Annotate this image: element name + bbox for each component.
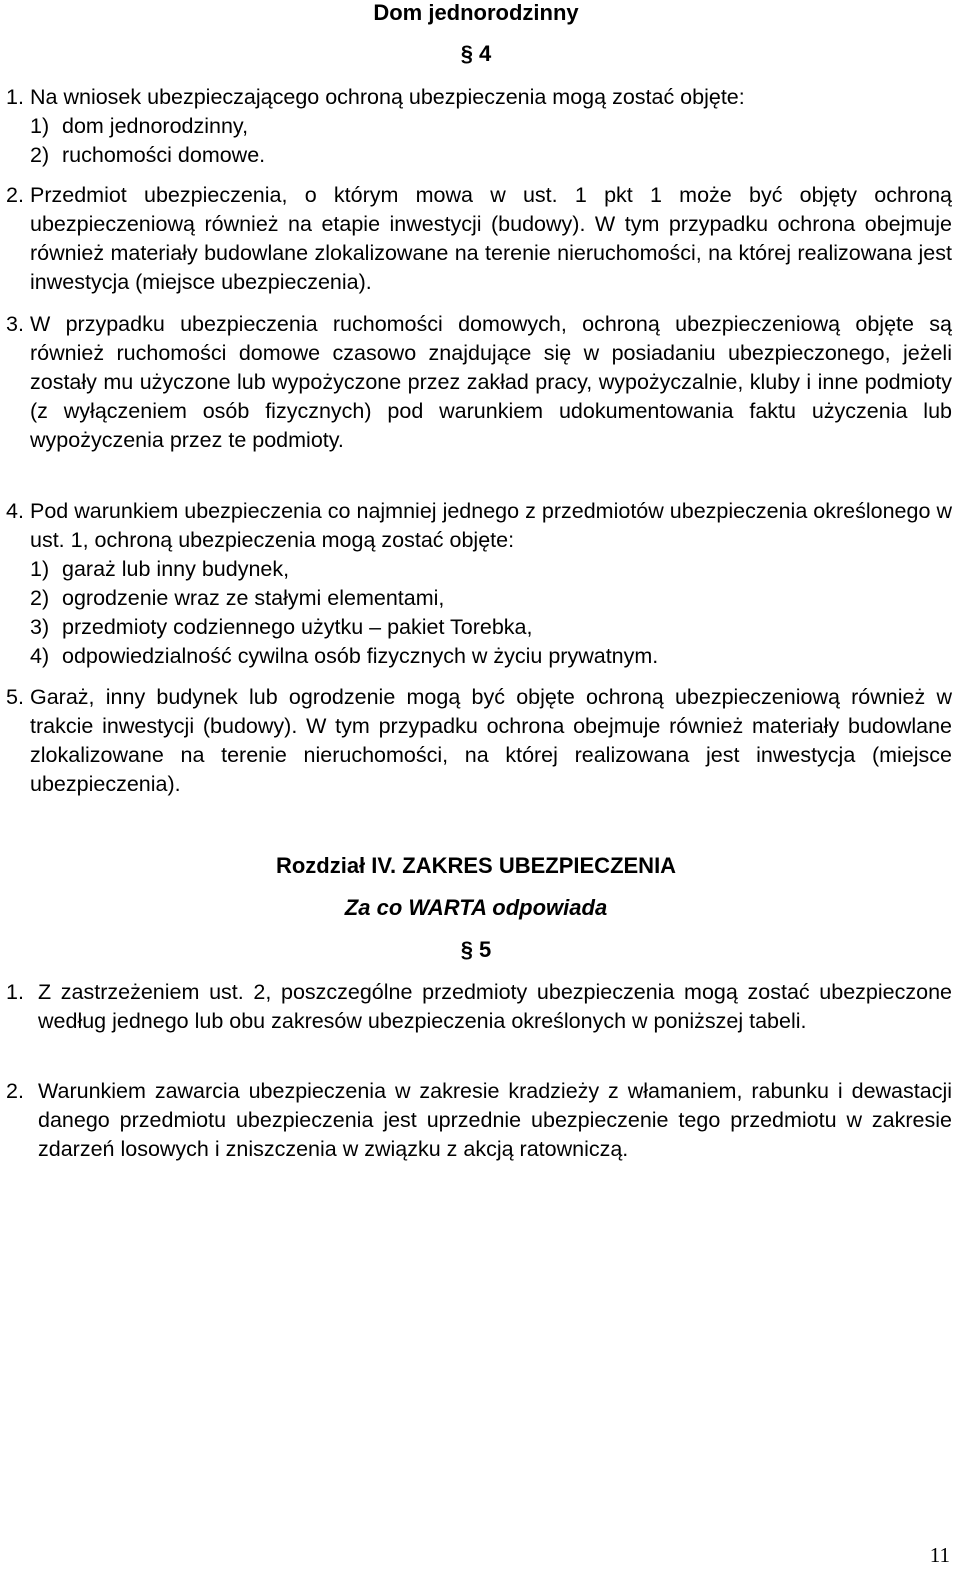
- sub-item: 1) garaż lub inny budynek,: [30, 557, 290, 581]
- item-number: 3.: [6, 312, 24, 336]
- list-item: [6, 683, 952, 799]
- page-number: 11: [929, 1543, 950, 1567]
- chapter-subtitle: Za co WARTA odpowiada: [344, 895, 608, 920]
- item-number: 5.: [6, 685, 24, 709]
- sub-item: 2) ruchomości domowe.: [30, 143, 266, 167]
- item-text: W przypadku ubezpieczenia ruchomości domowych, ochroną ubezpieczeniową objęte są również ruchomości domowe czasowo znajdujące się w posiadaniu ubezpieczonego, jeżeli zostały mu użyczone lub wypożyczone przez zakład pracy, wypożyczalnie, kluby i inne podmioty (z wyłączeniem osób fizycznych) pod warunkiem udokumentowania faktu użyczenia lub wypożyczenia przez te podmioty.: [30, 312, 952, 452]
- item-text: Garaż, inny budynek lub ogrodzenie mogą być objęte ochroną ubezpieczeniową również w trakcie inwestycji (budowy). W tym przypadku ochrona obejmuje również materiały budowlane zlokalizowane na terenie nieruchomości, na której realizowana jest inwestycja (miejsce ubezpieczenia).: [30, 685, 952, 796]
- sub-item: 1) dom jednorodzinny,: [30, 114, 249, 138]
- item-text: Na wniosek ubezpieczającego ochroną ubezpieczenia mogą zostać objęte:: [30, 85, 745, 109]
- sub-item: 2) ogrodzenie wraz ze stałymi elementami,: [30, 586, 445, 610]
- item-text: Warunkiem zawarcia ubezpieczenia w zakresie kradzieży z włamaniem, rabunku i dewastacji danego przedmiotu ubezpieczenia jest uprzednie ubezpieczenie tego przedmiotu w zakresie zdarzeń losowych i zniszczenia w związku z akcją ratowniczą.: [38, 1079, 952, 1161]
- list-item: [6, 497, 952, 671]
- item-number: 1.: [6, 980, 24, 1004]
- item-number: 2.: [6, 183, 24, 207]
- item-text: Pod warunkiem ubezpieczenia co najmniej jednego z przedmiotów ubezpieczenia określonego w ust. 1, ochroną ubezpieczenia mogą zostać objęte:: [30, 499, 952, 552]
- item-text: Przedmiot ubezpieczenia, o którym mowa w ust. 1 pkt 1 może być objęty ochroną ubezpieczeniową również na etapie inwestycji (budowy). W tym przypadku ochrona obejmuje również materiały budowlane zlokalizowane na terenie nieruchomości, na której realizowana jest inwestycja (miejsce ubezpieczenia).: [30, 183, 952, 294]
- paragraph-heading-5: § 5: [460, 937, 492, 962]
- list-item: [6, 1077, 952, 1164]
- section-title: Dom jednorodzinny: [373, 0, 579, 25]
- list-item: [6, 310, 952, 455]
- item-number: 1.: [6, 85, 24, 109]
- list-item: [6, 181, 952, 297]
- sub-item: 4) odpowiedzialność cywilna osób fizycznych w życiu prywatnym.: [30, 644, 659, 668]
- list-item: [6, 978, 952, 1036]
- sub-item: 3) przedmioty codziennego użytku – pakiet Torebka,: [30, 615, 533, 639]
- item-text: Z zastrzeżeniem ust. 2, poszczególne przedmioty ubezpieczenia mogą zostać ubezpieczone według jednego lub obu zakresów ubezpieczenia określonych w poniższej tabeli.: [38, 980, 952, 1033]
- item-number: 2.: [6, 1079, 24, 1103]
- paragraph-heading-4: § 4: [460, 41, 492, 66]
- item-number: 4.: [6, 499, 24, 523]
- list-item: [6, 83, 952, 170]
- chapter-title: Rozdział IV. ZAKRES UBEZPIECZENIA: [275, 853, 677, 878]
